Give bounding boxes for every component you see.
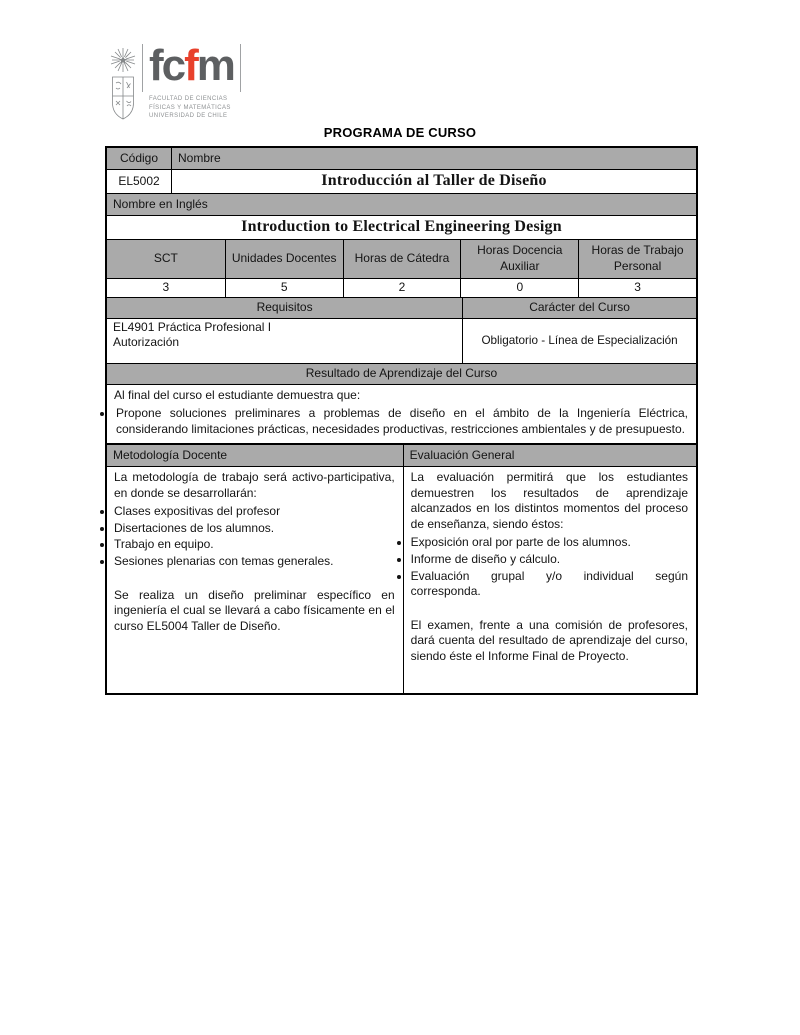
evaluacion-bullet: • Evaluación grupal y/o individual según corresponda. (411, 569, 688, 600)
unidades-docentes-value: 5 (225, 279, 343, 297)
horas-docencia-auxiliar-header: Horas Docencia Auxiliar (460, 240, 578, 278)
requisitos-line1: EL4901 Práctica Profesional I (113, 319, 272, 334)
table-row (107, 445, 696, 466)
resultado-bullet-list (114, 405, 688, 438)
horas-trabajo-personal-value: 3 (578, 279, 696, 297)
table-row (107, 363, 696, 384)
logo-caption-line3: UNIVERSIDAD DE CHILE (149, 113, 228, 120)
logo-text-block (142, 41, 241, 121)
page-title: PROGRAMA DE CURSO (323, 125, 477, 140)
table-row (107, 466, 696, 693)
evaluacion-outro: El examen, frente a una comisión de profesores, dará cuenta del resultado de aprendizaje del curso, siendo éste el Informe Final de Proyecto. (410, 617, 688, 663)
metodologia-bullet: • Clases expositivas del profesor (114, 504, 333, 520)
evaluacion-header: Evaluación General (403, 445, 696, 466)
caracter-value: Obligatorio - Línea de Especialización (462, 319, 696, 363)
wordmark-red-f: f (184, 41, 197, 90)
evaluacion-bullet: • Exposición oral por parte de los alumnos. (411, 535, 688, 551)
requisitos-value (107, 319, 462, 363)
table-row (107, 193, 696, 215)
methodology-evaluation-table (105, 443, 698, 695)
unidades-docentes-header: Unidades Docentes (225, 240, 343, 278)
caracter-header: Carácter del Curso (462, 298, 696, 318)
table-row (107, 297, 696, 318)
table-row (107, 148, 696, 169)
evaluacion-intro: La evaluación permitirá que los estudiantes demuestren los resultados de aprendizaje alcanzados en los distintos momentos del proceso de enseñanza, siendo éstos: (410, 470, 688, 531)
metodologia-outro: Se realiza un diseño preliminar específico en ingeniería el cual se llevará a cabo físicamente en el curso EL5004 Taller de Diseño. (114, 587, 395, 633)
requisitos-line2: Autorización (113, 335, 180, 350)
codigo-value: EL5002 (118, 173, 160, 188)
horas-docencia-auxiliar-value: 0 (460, 279, 578, 297)
metodologia-bullet-list (114, 503, 333, 570)
fcfm-logo (108, 41, 241, 126)
course-info-table (105, 146, 698, 447)
logo-caption-line2: FÍSICAS Y MATEMÁTICAS (149, 104, 231, 111)
metodologia-bullet: • Sesiones plenarias con temas generales. (114, 554, 333, 570)
metodologia-intro: La metodología de trabajo será activo-participativa, en donde se desarrollarán: (114, 470, 395, 500)
table-row (107, 384, 696, 446)
horas-catedra-value: 2 (343, 279, 461, 297)
wordmark-fc: fc (149, 41, 185, 90)
credit-value-row (107, 278, 696, 297)
requisitos-header: Requisitos (107, 298, 462, 318)
table-row (107, 215, 696, 239)
codigo-header: Código (107, 148, 171, 169)
metodologia-body (107, 467, 403, 693)
horas-trabajo-personal-header: Horas de Trabajo Personal (578, 240, 696, 278)
sct-value: 3 (162, 279, 170, 294)
evaluacion-bullet-list (411, 534, 688, 600)
fcfm-wordmark (142, 41, 241, 92)
horas-catedra-header: Horas de Cátedra (343, 240, 461, 278)
resultado-intro: Al final del curso el estudiante demuestra que: (114, 387, 361, 402)
wordmark-m: m (196, 41, 234, 90)
evaluacion-bullet: • Informe de diseño y cálculo. (411, 552, 688, 568)
resultado-header: Resultado de Aprendizaje del Curso (107, 364, 696, 384)
metodologia-bullet: • Disertaciones de los alumnos. (114, 521, 333, 537)
logo-caption-line1: FACULTAD DE CIENCIAS (149, 96, 228, 103)
nombre-header: Nombre (171, 148, 696, 169)
nombre-ingles-header: Nombre en Inglés (107, 194, 696, 215)
sct-header: SCT (107, 240, 225, 278)
university-crest-icon (108, 46, 138, 126)
course-name-english: Introduction to Electrical Engineering Design (241, 217, 562, 235)
table-row (107, 318, 696, 363)
logo-caption (149, 95, 241, 120)
resultado-body (107, 385, 696, 446)
credit-header-row (107, 239, 696, 278)
table-row (107, 169, 696, 193)
resultado-bullet: • Propone soluciones preliminares a problemas de diseño en el ámbito de la Ingeniería Eléctrica, considerando limitaciones prácticas, necesidades productivas, restricciones ambientales y de presupuesto. (114, 406, 688, 437)
metodologia-bullet: • Trabajo en equipo. (114, 537, 333, 553)
course-name-spanish: Introducción al Taller de Diseño (171, 170, 696, 193)
metodologia-header: Metodología Docente (107, 445, 403, 466)
evaluacion-body (403, 467, 696, 693)
